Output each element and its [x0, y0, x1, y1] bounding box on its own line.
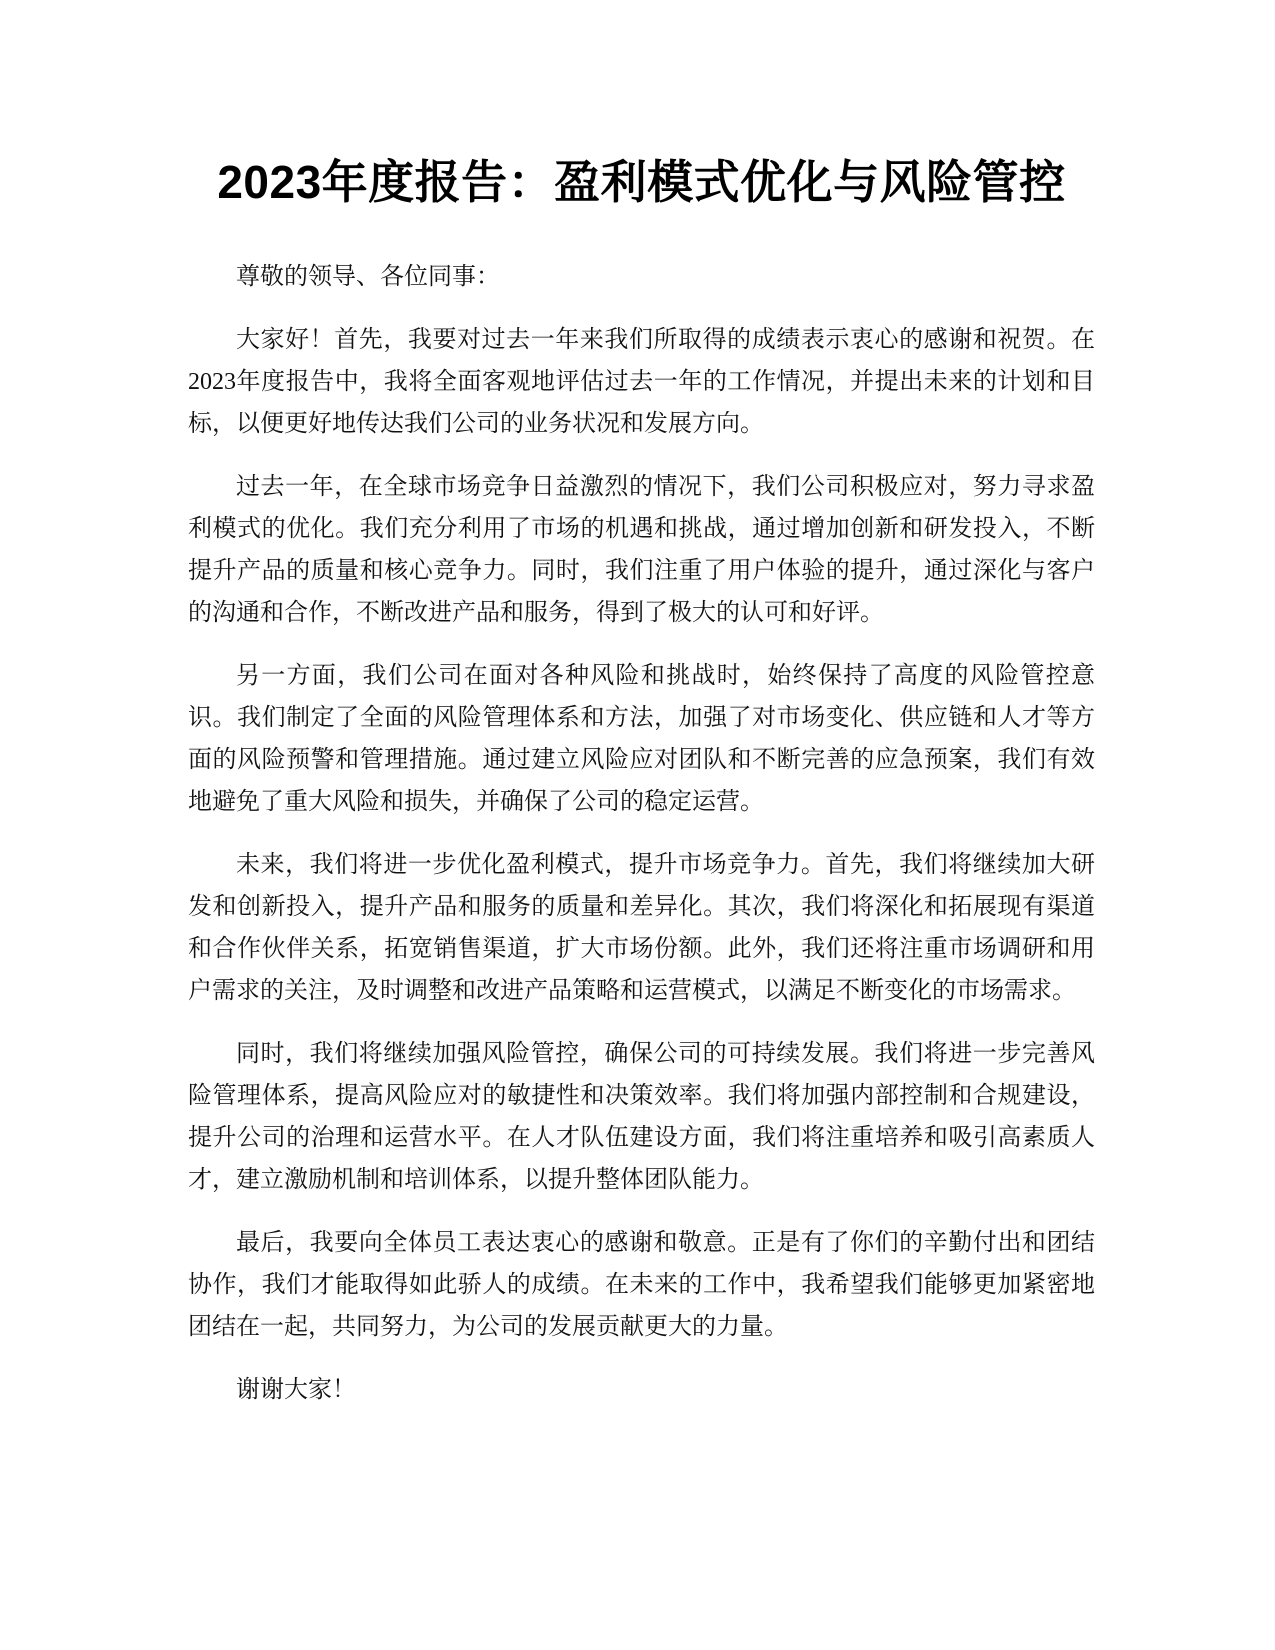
- document-title: 2023年度报告：盈利模式优化与风险管控: [217, 156, 1066, 208]
- body-paragraph: 同时，我们将继续加强风险管控，确保公司的可持续发展。我们将进一步完善风险管理体系，提高风险应对的敏捷性和决策效率。我们将加强内部控制和合规建设，提升公司的治理和运营水平。在人才队伍建设方面，我们将注重培养和吸引高素质人才，建立激励机制和培训体系，以提升整体团队能力。: [188, 1041, 1095, 1193]
- salutation-paragraph: 尊敬的领导、各位同事：: [236, 264, 500, 290]
- document-body: [188, 256, 1095, 1411]
- body-paragraph: 最后，我要向全体员工表达衷心的感谢和敬意。正是有了你们的辛勤付出和团结协作，我们才能取得如此骄人的成绩。在未来的工作中，我希望我们能够更加紧密地团结在一起，共同努力，为公司的发展贡献更大的力量。: [188, 1230, 1095, 1340]
- closing-paragraph: 谢谢大家！: [236, 1377, 356, 1403]
- body-paragraph: 未来，我们将进一步优化盈利模式，提升市场竞争力。首先，我们将继续加大研发和创新投入，提升产品和服务的质量和差异化。其次，我们将深化和拓展现有渠道和合作伙伴关系，拓宽销售渠道，扩大市场份额。此外，我们还将注重市场调研和用户需求的关注，及时调整和改进产品策略和运营模式，以满足不断变化的市场需求。: [188, 852, 1095, 1004]
- body-paragraph: 过去一年，在全球市场竞争日益激烈的情况下，我们公司积极应对，努力寻求盈利模式的优化。我们充分利用了市场的机遇和挑战，通过增加创新和研发投入，不断提升产品的质量和核心竞争力。同时，我们注重了用户体验的提升，通过深化与客户的沟通和合作，不断改进产品和服务，得到了极大的认可和好评。: [188, 474, 1095, 626]
- body-paragraph: 大家好！首先，我要对过去一年来我们所取得的成绩表示衷心的感谢和祝贺。在2023年度报告中，我将全面客观地评估过去一年的工作情况，并提出未来的计划和目标，以便更好地传达我们公司的业务状况和发展方向。: [188, 327, 1095, 437]
- body-paragraph: 另一方面，我们公司在面对各种风险和挑战时，始终保持了高度的风险管控意识。我们制定了全面的风险管理体系和方法，加强了对市场变化、供应链和人才等方面的风险预警和管理措施。通过建立风险应对团队和不断完善的应急预案，我们有效地避免了重大风险和损失，并确保了公司的稳定运营。: [188, 663, 1095, 815]
